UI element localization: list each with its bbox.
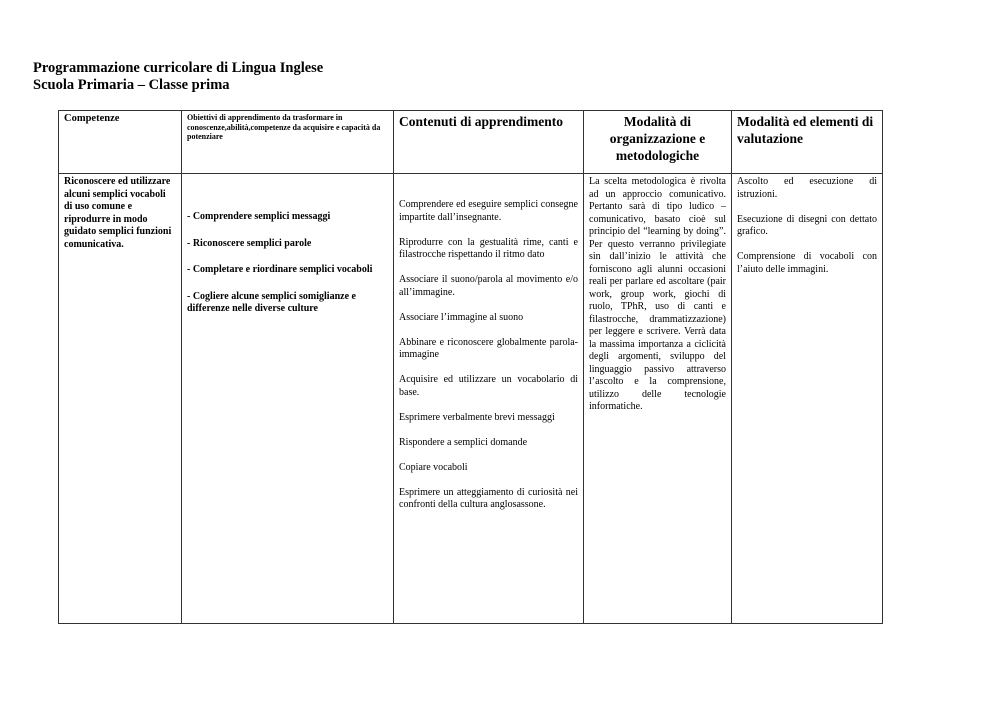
cell-obiettivi	[182, 174, 394, 624]
title-line-2: Scuola Primaria – Classe prima	[33, 77, 230, 93]
contenuto-item: Acquisire ed utilizzare un vocabolario di base.	[399, 374, 578, 398]
contenuto-item: Rispondere a semplici domande	[399, 436, 528, 448]
header-valutazione: Modalità ed elementi di valutazione	[732, 111, 883, 174]
document-title	[33, 60, 323, 94]
header-competenze: Competenze	[59, 111, 182, 174]
contenuto-item: Comprendere ed eseguire semplici consegne impartite dall’insegnante.	[399, 199, 578, 223]
contenuto-item: Associare il suono/parola al movimento e/o all’immagine.	[399, 274, 578, 298]
contenuto-item: Esprimere verbalmente brevi messaggi	[399, 411, 555, 423]
valutazione-item: Comprensione di vocaboli con l’aiuto delle immagini.	[737, 251, 877, 275]
cell-metodologia: La scelta metodologica è rivolta ad un approccio comunicativo. Pertanto sarà di tipo ludico – comunicativo, basato cioè sul principio del “learning by doing”. Per questo verranno privilegiate sin dall’inizio le attività che forniscono agli alunni occasioni reali per parlare ed ascoltare (pair work, group work, giochi di ruolo, TPhR, uso di canti e filastrocche, drammatizzazione) per leggere e scrivere. Verrà data la massima importanza a ciclicità degli argomenti, sviluppo del linguaggio passivo attraverso l’ascolto e la comprensione, utilizzo delle tecnologie informatiche.	[584, 174, 732, 624]
cell-competenze: Riconoscere ed utilizzare alcuni semplici vocaboli di uso comune e riprodurre in modo guidato semplici funzioni comunicativa.	[59, 174, 182, 624]
contenuto-item: Abbinare e riconoscere globalmente parola-immagine	[399, 336, 578, 360]
cell-contenuti	[394, 174, 584, 624]
header-metodologia: Modalità di organizzazione e metodologiche	[584, 111, 732, 174]
contenuto-item: Associare l’immagine al suono	[399, 311, 524, 323]
table-row	[59, 174, 883, 624]
table-header-row	[59, 111, 883, 174]
cell-valutazione	[732, 174, 883, 624]
contenuto-item: Esprimere un atteggiamento di curiosità nei confronti della cultura anglosassone.	[399, 486, 578, 510]
obiettivo-item: - Cogliere alcune semplici somiglianze e differenze nelle diverse culture	[187, 290, 356, 314]
valutazione-item: Esecuzione di disegni con dettato grafico.	[737, 213, 877, 237]
header-obiettivi: Obiettivi di apprendimento da trasformare in conoscenze,abilità,competenze da acquisire e capacità da potenziare	[182, 111, 394, 174]
contenuto-item: Riprodurre con la gestualità rime, canti e filastrocche rispettando il ritmo dato	[399, 236, 578, 260]
obiettivo-item: - Comprendere semplici messaggi	[187, 211, 331, 222]
title-line-1: Programmazione curricolare di Lingua Inglese	[33, 60, 324, 76]
contenuto-item: Copiare vocaboli	[399, 461, 468, 473]
header-contenuti: Contenuti di apprendimento	[394, 111, 584, 174]
obiettivo-item: - Completare e riordinare semplici vocaboli	[187, 264, 373, 275]
curriculum-table	[58, 110, 883, 624]
obiettivo-item: - Riconoscere semplici parole	[187, 237, 312, 249]
valutazione-item: Ascolto ed esecuzione di istruzioni.	[737, 176, 877, 200]
